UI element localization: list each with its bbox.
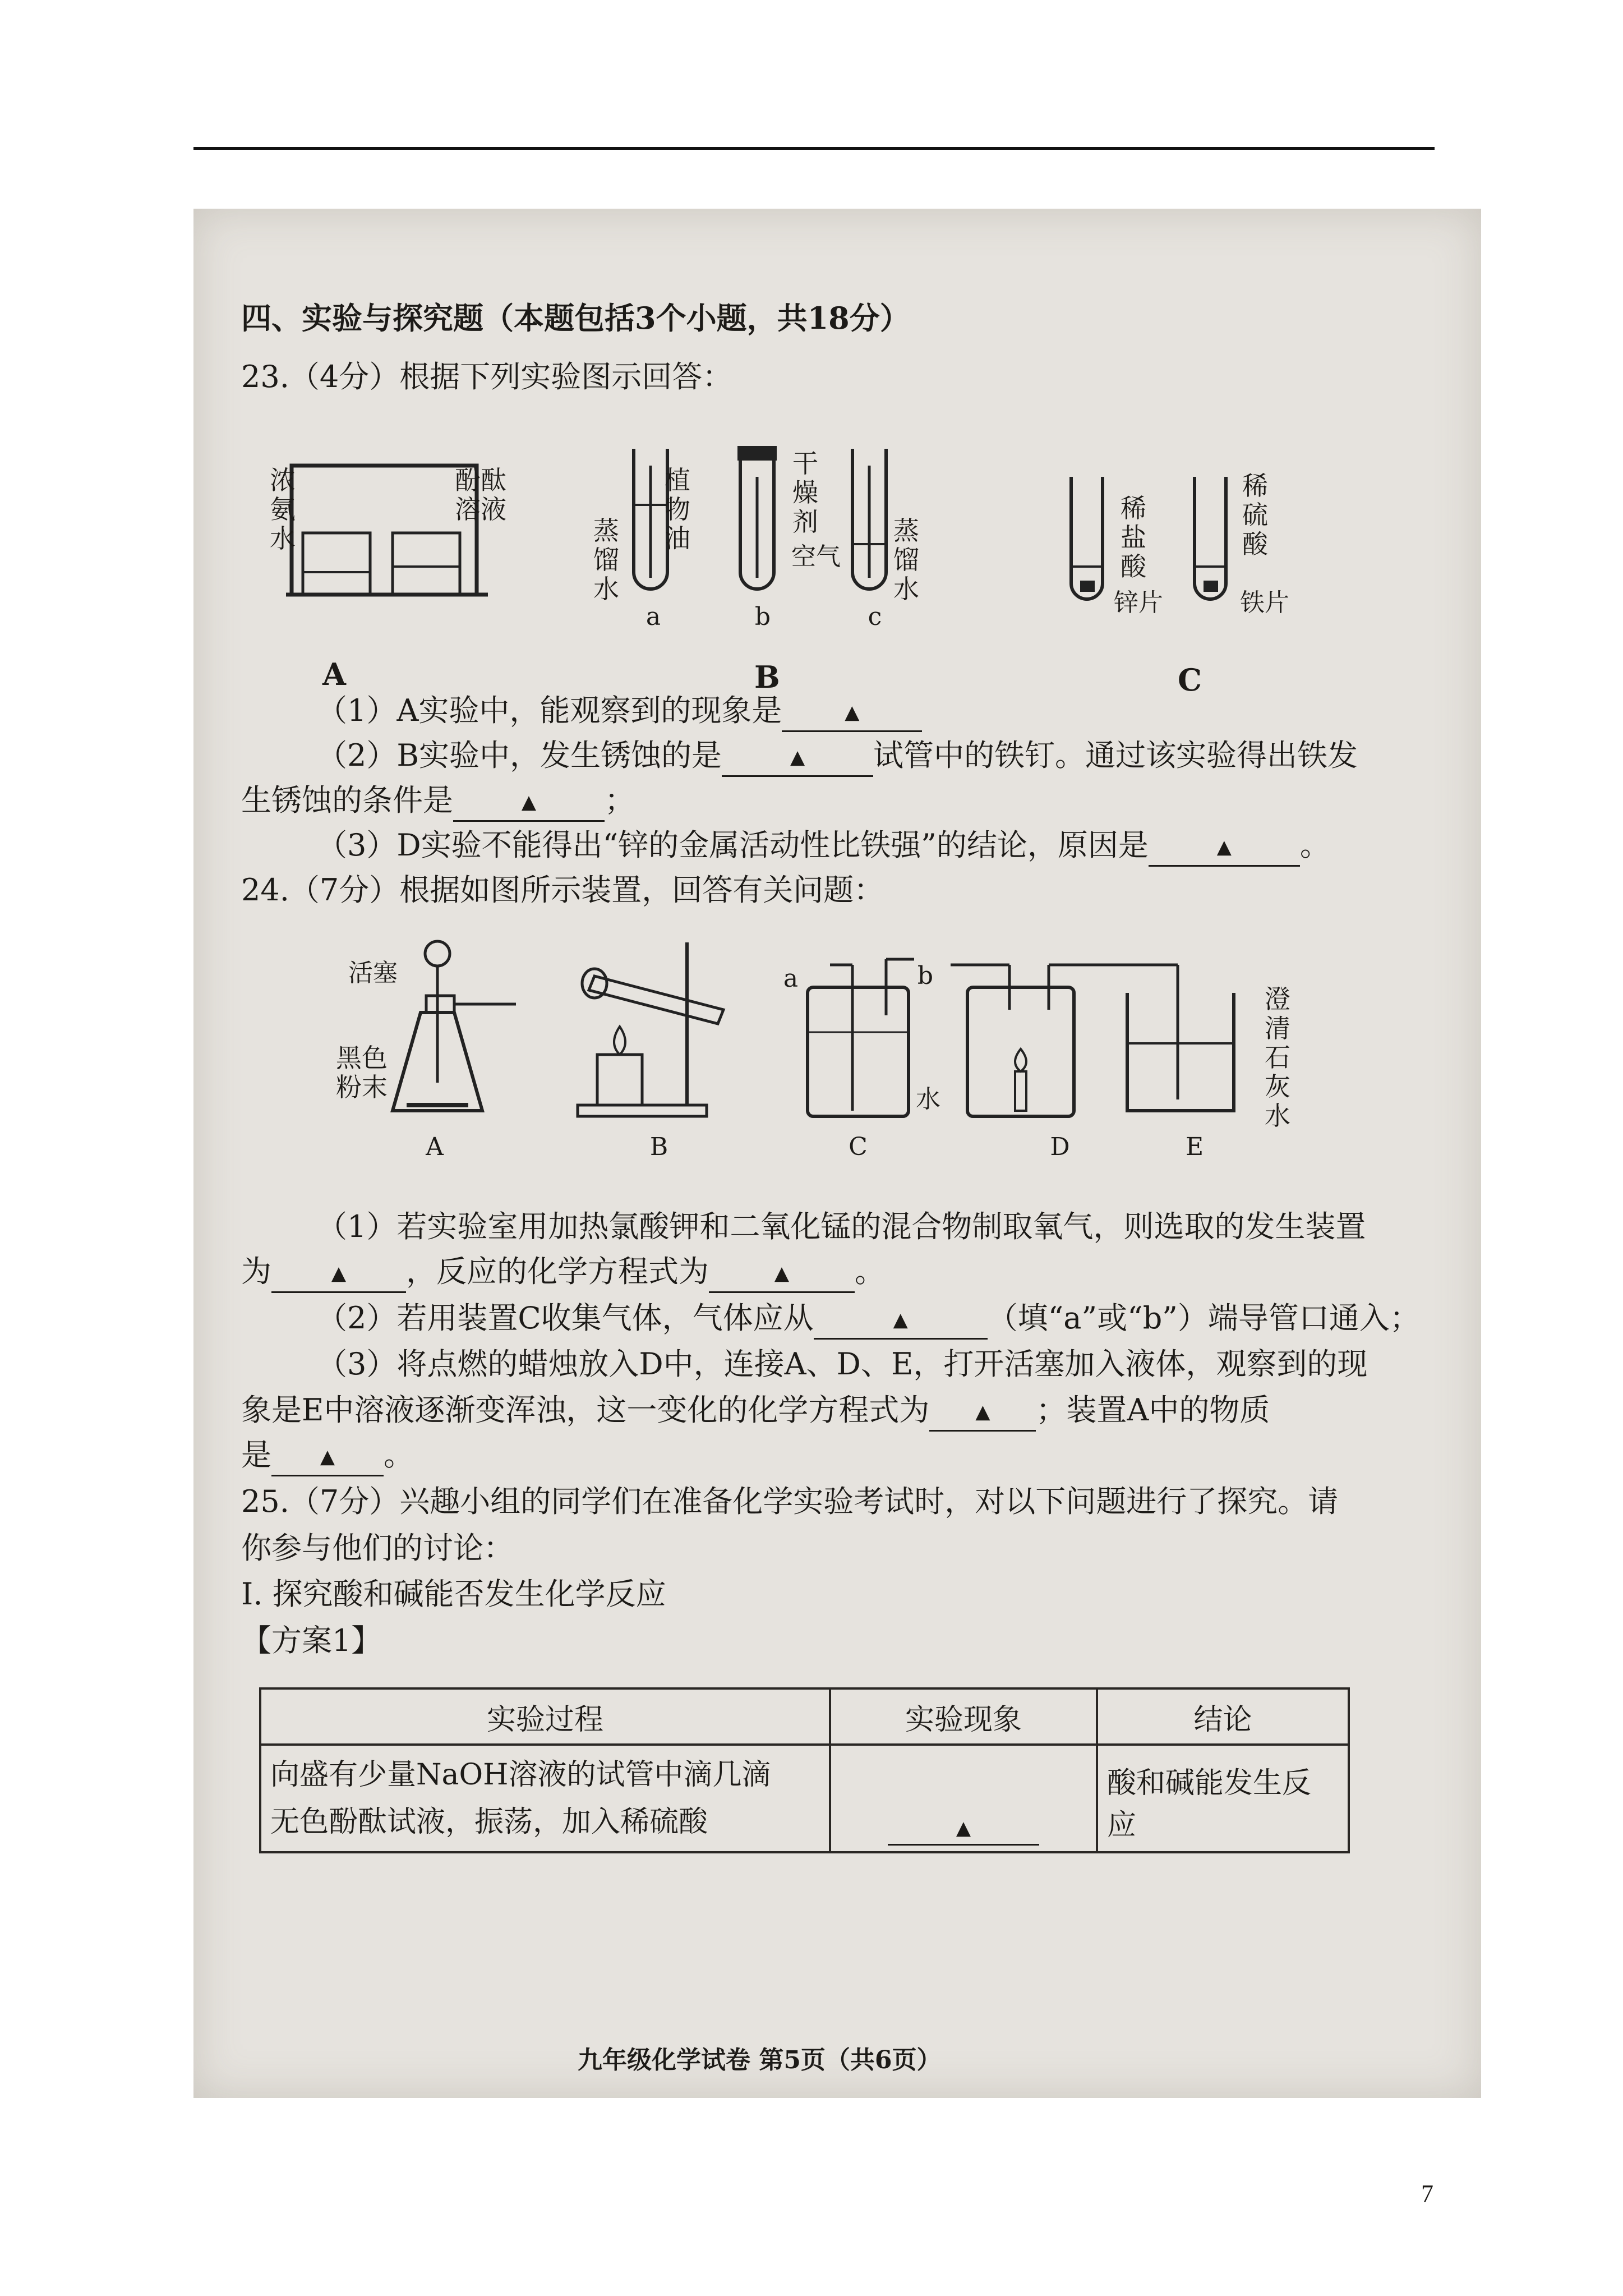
fig24-powder-label: 黑色粉末 [336,1043,388,1102]
q24-part1-cont: 为 ▲ ，反应的化学方程式为 ▲ 。 [241,1254,885,1293]
top-rule [193,147,1435,150]
q23-part2-answer-blank[interactable]: ▲ [722,738,873,777]
q24-stem: 24.（7分）根据如图所示装置，回答有关问题： [241,872,884,908]
q24-part1-device-blank[interactable]: ▲ [271,1254,406,1293]
q24-part3-end: 是 ▲ 。 [241,1437,414,1476]
process-line-2: 无色酚酞试液，振荡，加入稀硫酸 [270,1805,708,1839]
fig24-device-c: C [849,1133,868,1161]
q23-part1: （1）A实验中，能观察到的现象是 ▲ [317,693,922,732]
q23-part1-answer-blank[interactable]: ▲ [782,693,922,732]
fig23-c-acid1-label: 稀盐酸 [1121,493,1146,582]
fig23-c-metal1-label: 锌片 [1114,588,1163,617]
fig24-device-d: D [1050,1133,1070,1161]
fig23-b-water2-label: 蒸馏水 [893,516,919,604]
q23-part2-condition-blank[interactable]: ▲ [453,783,605,822]
table-row [260,1745,1349,1852]
q25-plan-label: 【方案1】 [241,1623,382,1658]
q25-part1-heading: I. 探究酸和碱能否发生化学反应 [241,1576,666,1612]
fig23-a-caption: A [322,656,346,692]
fig23-b-tube-b: b [754,602,771,631]
fig24-device-e: E [1185,1133,1204,1161]
section-title: 四、实验与探究题（本题包括3个小题，共18分） [241,300,910,336]
table-cell-process [260,1745,830,1852]
q25-stem-cont: 你参与他们的讨论： [241,1530,514,1566]
q24-part3-substance-blank[interactable]: ▲ [271,1437,384,1476]
fig23-b-caption: B [754,659,780,695]
fig23-b-tube-a: a [645,602,661,631]
table-cell-observation [830,1745,1097,1852]
q23-part2: （2）B实验中，发生锈蚀的是 ▲ 试管中的铁钉。通过该实验得出铁发 [317,738,1358,777]
q24-part2-answer-blank[interactable]: ▲ [814,1300,988,1340]
table-header-conclusion: 结论 [1097,1688,1349,1745]
fig24-port-b: b [917,961,934,990]
table-header-row [260,1688,1349,1745]
q24-part2: （2）若用装置C收集气体，气体应从 ▲ （填“a”或“b”）端导管口通入； [317,1300,1420,1340]
q24-part1-equation-blank[interactable]: ▲ [709,1254,855,1293]
page-number: 7 [1421,2180,1433,2207]
process-line-1: 向盛有少量NaOH溶液的试管中滴几滴 [270,1758,771,1792]
q23-part3: （3）D实验不能得出“锌的金属活动性比铁强”的结论，原因是 ▲ 。 [317,827,1330,867]
table-header-process: 实验过程 [260,1688,830,1745]
fig23-c-caption: C [1178,662,1202,698]
fig24-water-label: 水 [916,1085,940,1114]
fig24-limewater-label: 澄清石灰水 [1265,984,1290,1131]
q25-observation-blank[interactable]: ▲ [888,1810,1039,1846]
fig23-b-air-label: 空气 [791,542,841,571]
q24-part1: （1）若实验室用加热氯酸钾和二氧化锰的混合物制取氧气，则选取的发生装置 [317,1209,1366,1244]
fig24-device-b: B [649,1133,668,1161]
fig24-device-a: A [426,1133,444,1161]
q23-part2-cont: 生锈蚀的条件是 ▲ ； [241,783,635,822]
fig24-apparatus [381,942,1307,1131]
q23-part3-answer-blank[interactable]: ▲ [1149,827,1300,867]
fig23-a-phenolphthalein-label: 酚酞溶液 [455,465,506,524]
fig23-c-acid2-label: 稀硫酸 [1242,471,1268,559]
fig23-b-oil-label: 植物油 [665,465,690,554]
q25-stem: 25.（7分）兴趣小组的同学们在准备化学实验考试时，对以下问题进行了探究。请 [241,1484,1339,1519]
fig23-b-tube-c: c [868,602,882,631]
q24-part3: （3）将点燃的蜡烛放入D中，连接A、D、E，打开活塞加入液体，观察到的现 [317,1346,1368,1382]
fig23-b-water1-label: 蒸馏水 [593,516,619,604]
table-cell-conclusion: 酸和碱能发生反应 [1097,1745,1349,1852]
q24-part3-equation-blank[interactable]: ▲ [929,1392,1036,1432]
fig24-port-a: a [783,964,799,993]
q23-stem: 23.（4分）根据下列实验图示回答： [241,359,733,394]
table-header-observation: 实验现象 [830,1688,1097,1745]
fig23-b-desiccant-label: 干燥剂 [792,448,818,537]
fig23-c-metal2-label: 铁片 [1240,588,1289,617]
q25-plan-table [259,1687,1350,1853]
fig24-stopcock-label: 活塞 [348,959,398,987]
exam-footer: 九年级化学试卷 第5页（共6页） [578,2046,942,2074]
q24-part3-cont: 象是E中溶液逐渐变浑浊，这一变化的化学方程式为 ▲ ；装置A中的物质 [241,1392,1270,1432]
fig23-a-ammonia-label: 浓氨水 [270,465,296,554]
